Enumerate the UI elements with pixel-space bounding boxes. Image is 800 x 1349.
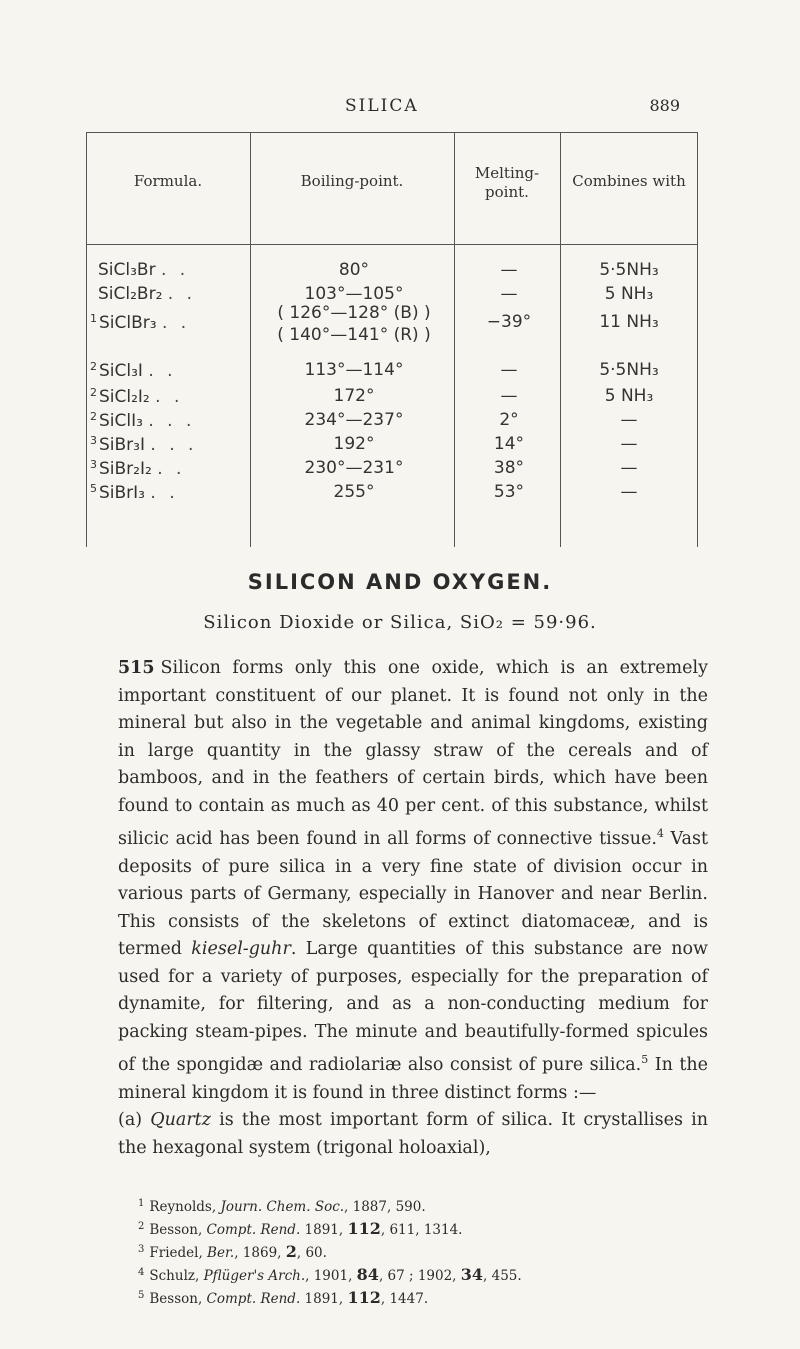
- footnote-journal: Compt. Rend.: [206, 1222, 301, 1238]
- cell-boiling-point: 113°—114°: [304, 360, 404, 380]
- leader-dots: . .: [167, 284, 197, 304]
- leader-dots: . .: [155, 387, 184, 407]
- cell-combines-with: 5·5NH₃: [599, 260, 659, 280]
- footnote-author: Besson,: [149, 1291, 207, 1307]
- cell-formula: [90, 410, 248, 431]
- table-row: [86, 360, 698, 384]
- cell-formula: [90, 386, 248, 407]
- cell-combines-with: 5·5NH₃: [599, 360, 659, 380]
- footnote-number: 5: [138, 1290, 145, 1301]
- table-row: [86, 458, 698, 482]
- footnote-year: 1891,: [300, 1222, 348, 1238]
- cell-melting-point: —: [500, 260, 518, 280]
- cell-boiling-point: 192°: [333, 434, 375, 454]
- table-row: [86, 434, 698, 458]
- footnote-pages: , 67 ; 1902,: [378, 1268, 461, 1284]
- formula-text: SiCl₂Br₂: [98, 284, 168, 304]
- formula-text: SiCl₃I: [99, 361, 149, 381]
- cell-melting-point: 38°: [493, 458, 525, 478]
- cell-boiling-point: 255°: [333, 482, 375, 502]
- cell-combines-with: 5 NH₃: [604, 284, 654, 304]
- leader-dots: . .: [150, 483, 179, 503]
- leader-dots: . .: [160, 260, 190, 280]
- footnote-journal: Journ. Chem. Soc.: [220, 1199, 345, 1215]
- formula-ref: 2: [90, 410, 97, 423]
- cell-formula: [90, 312, 248, 333]
- cell-combines-with: 5 NH₃: [604, 386, 654, 406]
- cell-combines-with: 11 NH₃: [599, 312, 659, 332]
- paragraph-text-4: In the mineral kingdom it is found in three distinct forms :—: [118, 1055, 709, 1103]
- cell-combines-with: —: [620, 434, 638, 454]
- cell-boiling-point: 103°—105°: [304, 284, 404, 304]
- cell-formula: [90, 360, 248, 381]
- running-head: [0, 96, 800, 120]
- footnote-pages: , 611, 1314.: [380, 1222, 463, 1238]
- cell-melting-point: 53°: [493, 482, 525, 502]
- cell-boiling-point: 234°—237°: [304, 410, 404, 430]
- paragraph-text-3: . Large quantities of this substance are now used for a variety of purposes, especially for the preparation of dynamite, for filtering, and as a non-conducting medium for packing steam-pipes. The minute and beautifully-formed spicules of the spongidæ and radiolariæ also consist of pure silica.: [118, 939, 708, 1075]
- footnote-pages: , 60.: [296, 1245, 327, 1261]
- formula-text: SiBr₃I: [99, 435, 151, 455]
- cell-combines-with: —: [620, 458, 638, 478]
- header-boiling-point: Boiling-point.: [300, 172, 404, 190]
- formula-text: SiClBr₃: [99, 313, 162, 333]
- cell-melting-point: 14°: [493, 434, 525, 454]
- cell-formula: [90, 458, 248, 479]
- footnote-volume: 84: [356, 1265, 379, 1284]
- leader-dots: . .: [161, 313, 191, 333]
- cell-melting-point: —: [500, 360, 518, 380]
- cell-melting-point: —: [500, 386, 518, 406]
- table-row: [86, 482, 698, 506]
- table-row: [86, 410, 698, 434]
- footnote-author: Reynolds,: [149, 1199, 221, 1215]
- footnotes: [138, 1194, 698, 1309]
- footnote-year: 1891,: [300, 1291, 348, 1307]
- page-number: 889: [649, 96, 680, 115]
- footnote-author: Schulz,: [149, 1268, 204, 1284]
- footnote: [138, 1286, 698, 1309]
- italic-term: kiesel-guhr: [191, 939, 291, 959]
- footnote-year: , 1869,: [234, 1245, 286, 1261]
- cell-boiling-point: ( 126°—128° (B) ) ( 140°—141° (R) ): [277, 303, 431, 345]
- cell-formula: [90, 482, 248, 503]
- cell-formula: [90, 434, 248, 455]
- body-text: [118, 655, 708, 1162]
- table-row: [86, 386, 698, 410]
- footnote-journal: Compt. Rend.: [206, 1291, 301, 1307]
- footnote-volume: 112: [347, 1288, 381, 1307]
- footnote-author: Besson,: [149, 1222, 207, 1238]
- cell-melting-point: −39°: [486, 312, 532, 332]
- formula-ref: 1: [90, 312, 97, 325]
- cell-combines-with: —: [620, 410, 638, 430]
- cell-melting-point: 2°: [499, 410, 519, 430]
- paragraph-a-label: (a): [118, 1110, 143, 1130]
- cell-boiling-point: 230°—231°: [304, 458, 404, 478]
- section-subheading: Silicon Dioxide or Silica, SiO₂ = 59·96.: [203, 612, 597, 633]
- cell-boiling-point: 80°: [338, 260, 370, 280]
- header-melting-point: Melting-point.: [474, 164, 540, 201]
- footnote-journal: Pflüger's Arch.: [203, 1268, 306, 1284]
- header-combines-with: Combines with: [572, 172, 686, 190]
- cell-formula: [90, 284, 256, 304]
- leader-dots: . .: [157, 459, 186, 479]
- footnote-year: , 1887, 590.: [344, 1199, 426, 1215]
- header-formula: Formula.: [133, 172, 203, 190]
- formula-ref: 3: [90, 458, 97, 471]
- table-row: [86, 260, 698, 284]
- formula-ref: 2: [90, 360, 97, 373]
- formula-text: SiCl₃Br: [98, 260, 161, 280]
- cell-melting-point: —: [500, 284, 518, 304]
- footnote-journal: Ber.: [207, 1245, 235, 1261]
- footnote: [138, 1217, 698, 1240]
- paragraph-515: [118, 655, 708, 1107]
- leader-dots: . . .: [148, 411, 196, 431]
- paragraph-a-term: Quartz: [150, 1110, 211, 1130]
- running-title: SILICA: [345, 96, 419, 116]
- footnote-volume: 112: [347, 1219, 381, 1238]
- paragraph-a: [118, 1107, 708, 1162]
- footnote: [138, 1194, 698, 1217]
- cell-boiling-point: 172°: [333, 386, 375, 406]
- paragraph-a-text: is the most important form of silica. It crystallises in the hexagonal system (trigonal holoaxial),: [118, 1110, 708, 1158]
- leader-dots: . . .: [150, 435, 198, 455]
- footnote-number: 4: [138, 1267, 145, 1278]
- table-row: [86, 303, 698, 345]
- footnote-year: , 1901,: [305, 1268, 357, 1284]
- footnote-volume: 34: [460, 1265, 484, 1284]
- formula-text: SiBrI₃: [99, 483, 151, 503]
- footnote-volume: 2: [285, 1242, 297, 1261]
- cell-formula: [90, 260, 256, 280]
- formula-text: SiBr₂I₂: [99, 459, 158, 479]
- footnote-author: Friedel,: [149, 1245, 208, 1261]
- note-ref-4: 4: [656, 827, 664, 840]
- paragraph-number: 515: [118, 658, 155, 678]
- footnote-pages: , 455.: [483, 1268, 522, 1284]
- leader-dots: . .: [148, 361, 177, 381]
- cell-combines-with: —: [620, 482, 638, 502]
- footnote-number: 3: [138, 1244, 145, 1255]
- footnote-number: 2: [138, 1221, 145, 1232]
- section-heading: SILICON AND OXYGEN.: [247, 570, 553, 594]
- footnote: [138, 1240, 698, 1263]
- footnote-pages: , 1447.: [380, 1291, 429, 1307]
- footnote-number: 1: [138, 1198, 145, 1209]
- formula-text: SiClI₃: [99, 411, 149, 431]
- formula-ref: 5: [90, 482, 97, 495]
- paragraph-text-2: Vast deposits of pure silica in a very fine state of division occur in various parts of Germany, especially in Hanover and near Berlin. This consists of the skeletons of extinct diatomaceæ, and is termed: [118, 829, 708, 959]
- footnote: [138, 1263, 698, 1286]
- formula-ref: 3: [90, 434, 97, 447]
- formula-ref: 2: [90, 386, 97, 399]
- formula-text: SiCl₂I₂: [99, 387, 156, 407]
- paragraph-text-1: Silicon forms only this one oxide, which is an extremely important constituent of our planet. It is found not only in the mineral but also in the vegetable and animal kingdoms, existing in large quantity in the glassy straw of the cereals and of bamboos, and in the feathers of certain birds, which have been found to contain as much as 40 per cent. of this substance, whilst silicic acid has been found in all forms of connective tissue.: [118, 658, 708, 849]
- note-ref-5: 5: [641, 1053, 649, 1066]
